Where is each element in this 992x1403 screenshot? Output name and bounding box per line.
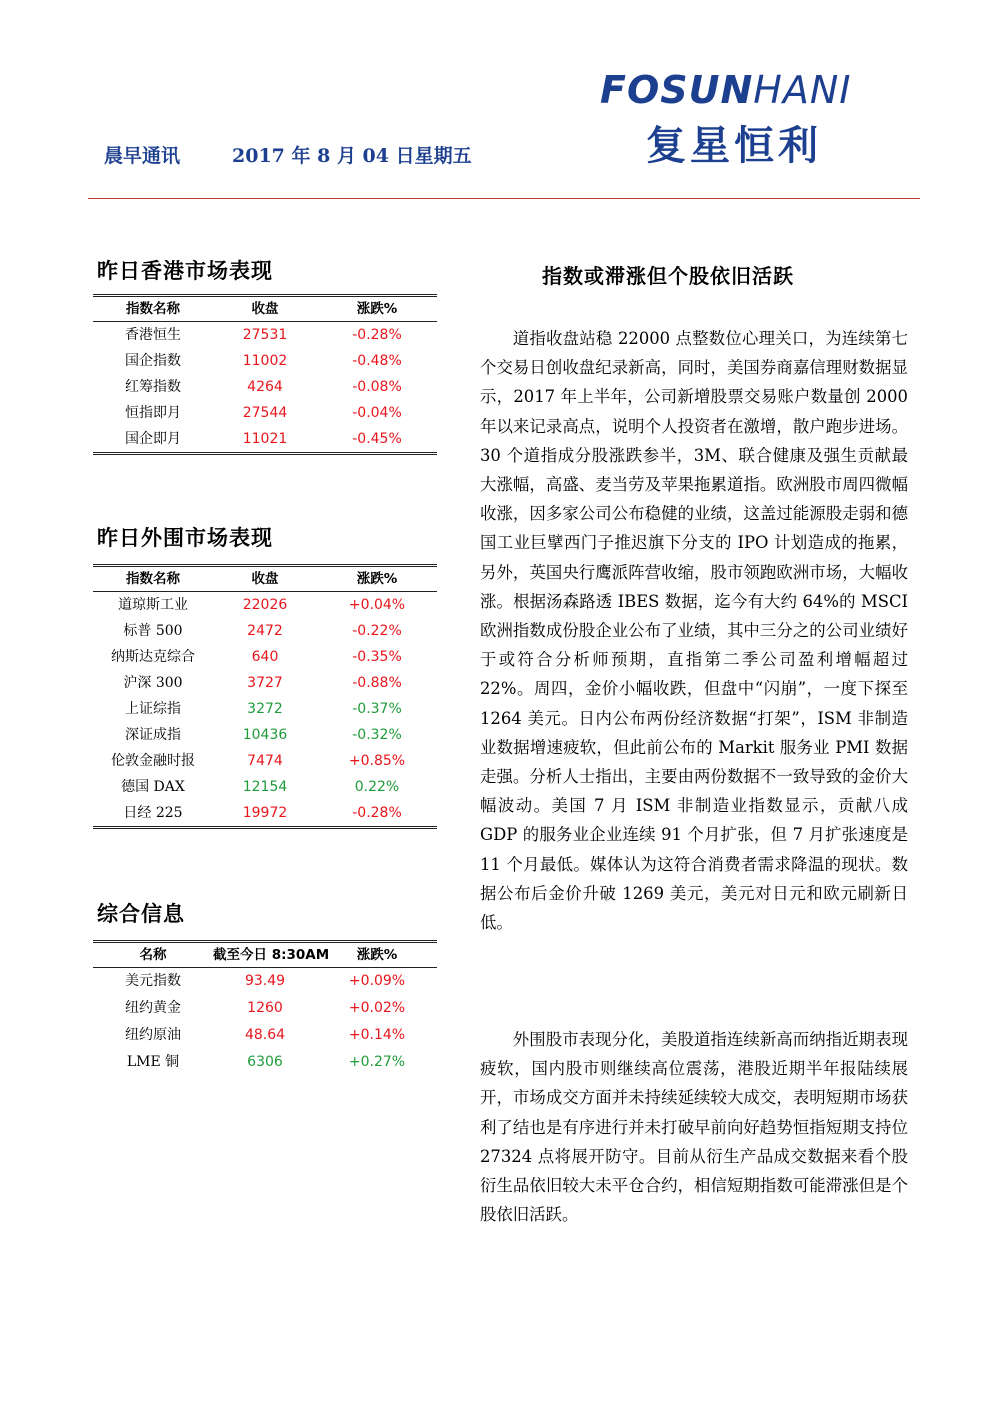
item-name: 美元指数 xyxy=(125,973,181,989)
item-name: 纽约原油 xyxy=(125,1027,181,1043)
change-value: -0.28% xyxy=(352,805,402,821)
table-row xyxy=(93,618,437,644)
index-name: 深证成指 xyxy=(125,727,181,743)
table-row xyxy=(93,1022,437,1049)
header-name: 指数名称 xyxy=(126,571,180,587)
index-name: 国企即月 xyxy=(125,431,181,447)
header-close: 收盘 xyxy=(251,301,279,317)
header-change: 涨跌% xyxy=(356,301,398,317)
table-row xyxy=(93,1049,437,1076)
header-close: 收盘 xyxy=(251,571,279,587)
table-header xyxy=(93,564,437,592)
table-row xyxy=(93,374,437,400)
table-row xyxy=(93,670,437,696)
item-name: 纽约黄金 xyxy=(125,1000,181,1016)
change-value: -0.35% xyxy=(352,649,402,665)
table-row xyxy=(93,995,437,1022)
close-value: 93.49 xyxy=(244,973,286,989)
change-value: -0.08% xyxy=(352,379,402,395)
close-value: 27531 xyxy=(242,327,288,343)
close-value: 3727 xyxy=(247,675,283,691)
close-value: 3272 xyxy=(247,701,283,717)
article-title: 指数或滞涨但个股依旧活跃 xyxy=(542,264,794,288)
table-footer-rule xyxy=(93,826,437,829)
index-name: 国企指数 xyxy=(125,353,181,369)
close-value: 2472 xyxy=(247,623,283,639)
table-header xyxy=(93,940,437,968)
index-name: 红筹指数 xyxy=(125,379,181,395)
publication-name: 晨早通讯 xyxy=(104,145,181,167)
table-row xyxy=(93,800,437,826)
logo-english: FOSUNHANI xyxy=(600,68,852,112)
close-value: 11002 xyxy=(242,353,288,369)
index-name: 香港恒生 xyxy=(125,327,181,343)
change-value: +0.09% xyxy=(348,973,406,989)
item-name: LME 铜 xyxy=(126,1054,180,1070)
index-name: 标普 500 xyxy=(123,623,183,639)
header-name: 名称 xyxy=(139,947,167,963)
misc-info-table xyxy=(93,940,437,1076)
index-name: 沪深 300 xyxy=(123,675,183,691)
close-value: 4264 xyxy=(247,379,283,395)
table-row xyxy=(93,644,437,670)
table-row xyxy=(93,426,437,452)
close-value: 11021 xyxy=(242,431,288,447)
close-value: 48.64 xyxy=(244,1027,286,1043)
change-value: -0.22% xyxy=(352,623,402,639)
change-value: +0.14% xyxy=(348,1027,406,1043)
publication-date: 2017 年 8 月 04 日星期五 xyxy=(232,145,472,167)
change-value: -0.48% xyxy=(352,353,402,369)
table-row xyxy=(93,696,437,722)
close-value: 19972 xyxy=(242,805,288,821)
index-name: 德国 DAX xyxy=(121,779,185,795)
change-value: -0.32% xyxy=(352,727,402,743)
close-value: 12154 xyxy=(242,779,288,795)
logo-chinese: 复星恒利 xyxy=(646,123,822,169)
index-name: 伦敦金融时报 xyxy=(111,753,195,769)
change-value: -0.04% xyxy=(352,405,402,421)
close-value: 1260 xyxy=(247,1000,283,1016)
index-name: 上证综指 xyxy=(125,701,181,717)
change-value: -0.88% xyxy=(352,675,402,691)
hk-market-title: 昨日香港市场表现 xyxy=(97,258,273,283)
header-change: 涨跌% xyxy=(356,571,398,587)
table-row xyxy=(93,348,437,374)
close-value: 640 xyxy=(251,649,279,665)
close-value: 6306 xyxy=(247,1054,283,1070)
table-row xyxy=(93,774,437,800)
header-change: 涨跌% xyxy=(356,947,398,963)
misc-info-title: 综合信息 xyxy=(97,901,185,926)
change-value: +0.85% xyxy=(348,753,406,769)
table-row xyxy=(93,968,437,995)
table-row xyxy=(93,400,437,426)
header-close: 截至今日 8:30AM xyxy=(213,947,330,963)
change-value: +0.27% xyxy=(348,1054,406,1070)
close-value: 7474 xyxy=(247,753,283,769)
article-paragraph-2: 外围股市表现分化，美股道指连续新高而纳指近期表现疲软，国内股市则继续高位震荡，港股近期半年报陆续展开，市场成交方面并未持续延续较大成交，表明短期市场获利了结也是有序进行并未打破早前向好趋势恒指短期支持位 27324 点将展开防守。目前从衍生产品成交数据来看个股衍生品依旧较大未平仓合约，相信短期指数可能滞涨但是个股依旧活跃。 xyxy=(480,1030,908,1225)
change-value: -0.45% xyxy=(352,431,402,447)
table-row xyxy=(93,748,437,774)
index-name: 纳斯达克综合 xyxy=(111,649,195,665)
index-name: 日经 225 xyxy=(123,805,183,821)
index-name: 道琼斯工业 xyxy=(118,597,188,613)
ext-market-table xyxy=(93,564,437,829)
change-value: +0.02% xyxy=(348,1000,406,1016)
table-row xyxy=(93,322,437,348)
index-name: 恒指即月 xyxy=(125,405,181,421)
change-value: -0.28% xyxy=(352,327,402,343)
close-value: 27544 xyxy=(242,405,288,421)
ext-market-title: 昨日外围市场表现 xyxy=(97,525,273,550)
change-value: +0.04% xyxy=(348,597,406,613)
change-value: -0.37% xyxy=(352,701,402,717)
header-divider xyxy=(88,198,920,199)
header-name: 指数名称 xyxy=(126,301,180,317)
close-value: 10436 xyxy=(242,727,288,743)
table-header xyxy=(93,294,437,322)
table-row xyxy=(93,592,437,618)
change-value: 0.22% xyxy=(354,779,400,795)
hk-market-table xyxy=(93,294,437,455)
close-value: 22026 xyxy=(242,597,288,613)
table-footer-rule xyxy=(93,452,437,455)
article-paragraph-1: 道指收盘站稳 22000 点整数位心理关口，为连续第七个交易日创收盘纪录新高，同时，美国券商嘉信理财数据显示，2017 年上半年，公司新增股票交易账户数量创 2000 年以来记录高点，说明个人投资者在激增，散户跑步进场。30 个道指成分股涨跌参半，3M、联合健康及强生贡献最大涨幅，高盛、麦当劳及苹果拖累道指。欧洲股市周四微幅收涨，因多家公司公布稳健的业绩，这盖过能源股走弱和德国工业巨擘西门子推迟旗下分支的 IPO 计划造成的拖累，另外，英国央行鹰派阵营收缩，股市领跑欧洲市场，大幅收涨。根据汤森路透 IBES 数据，迄今有大约 64%的 MSCI 欧洲指数成份股企业公布了业绩，其中三分之的公司业绩好于或符合分析师预期，直指第二季公司盈利增幅超过 22%。周四，金价小幅收跌，但盘中“闪崩”，一度下探至 1264 美元。日内公布两份经济数据“打架”，ISM 非制造业数据增速疲软，但此前公布的 Markit 服务业 PMI 数据走强。分析人士指出，主要由两份数据不一致导致的金价大幅波动。美国 7 月 ISM 非制造业指数显示，贡献八成 GDP 的服务业企业连续 91 个月扩张，但 7 月扩张速度是 11 个月最低。媒体认为这符合消费者需求降温的现状。数据公布后金价升破 1269 美元，美元对日元和欧元刷新日低。 xyxy=(480,329,908,933)
table-row xyxy=(93,722,437,748)
